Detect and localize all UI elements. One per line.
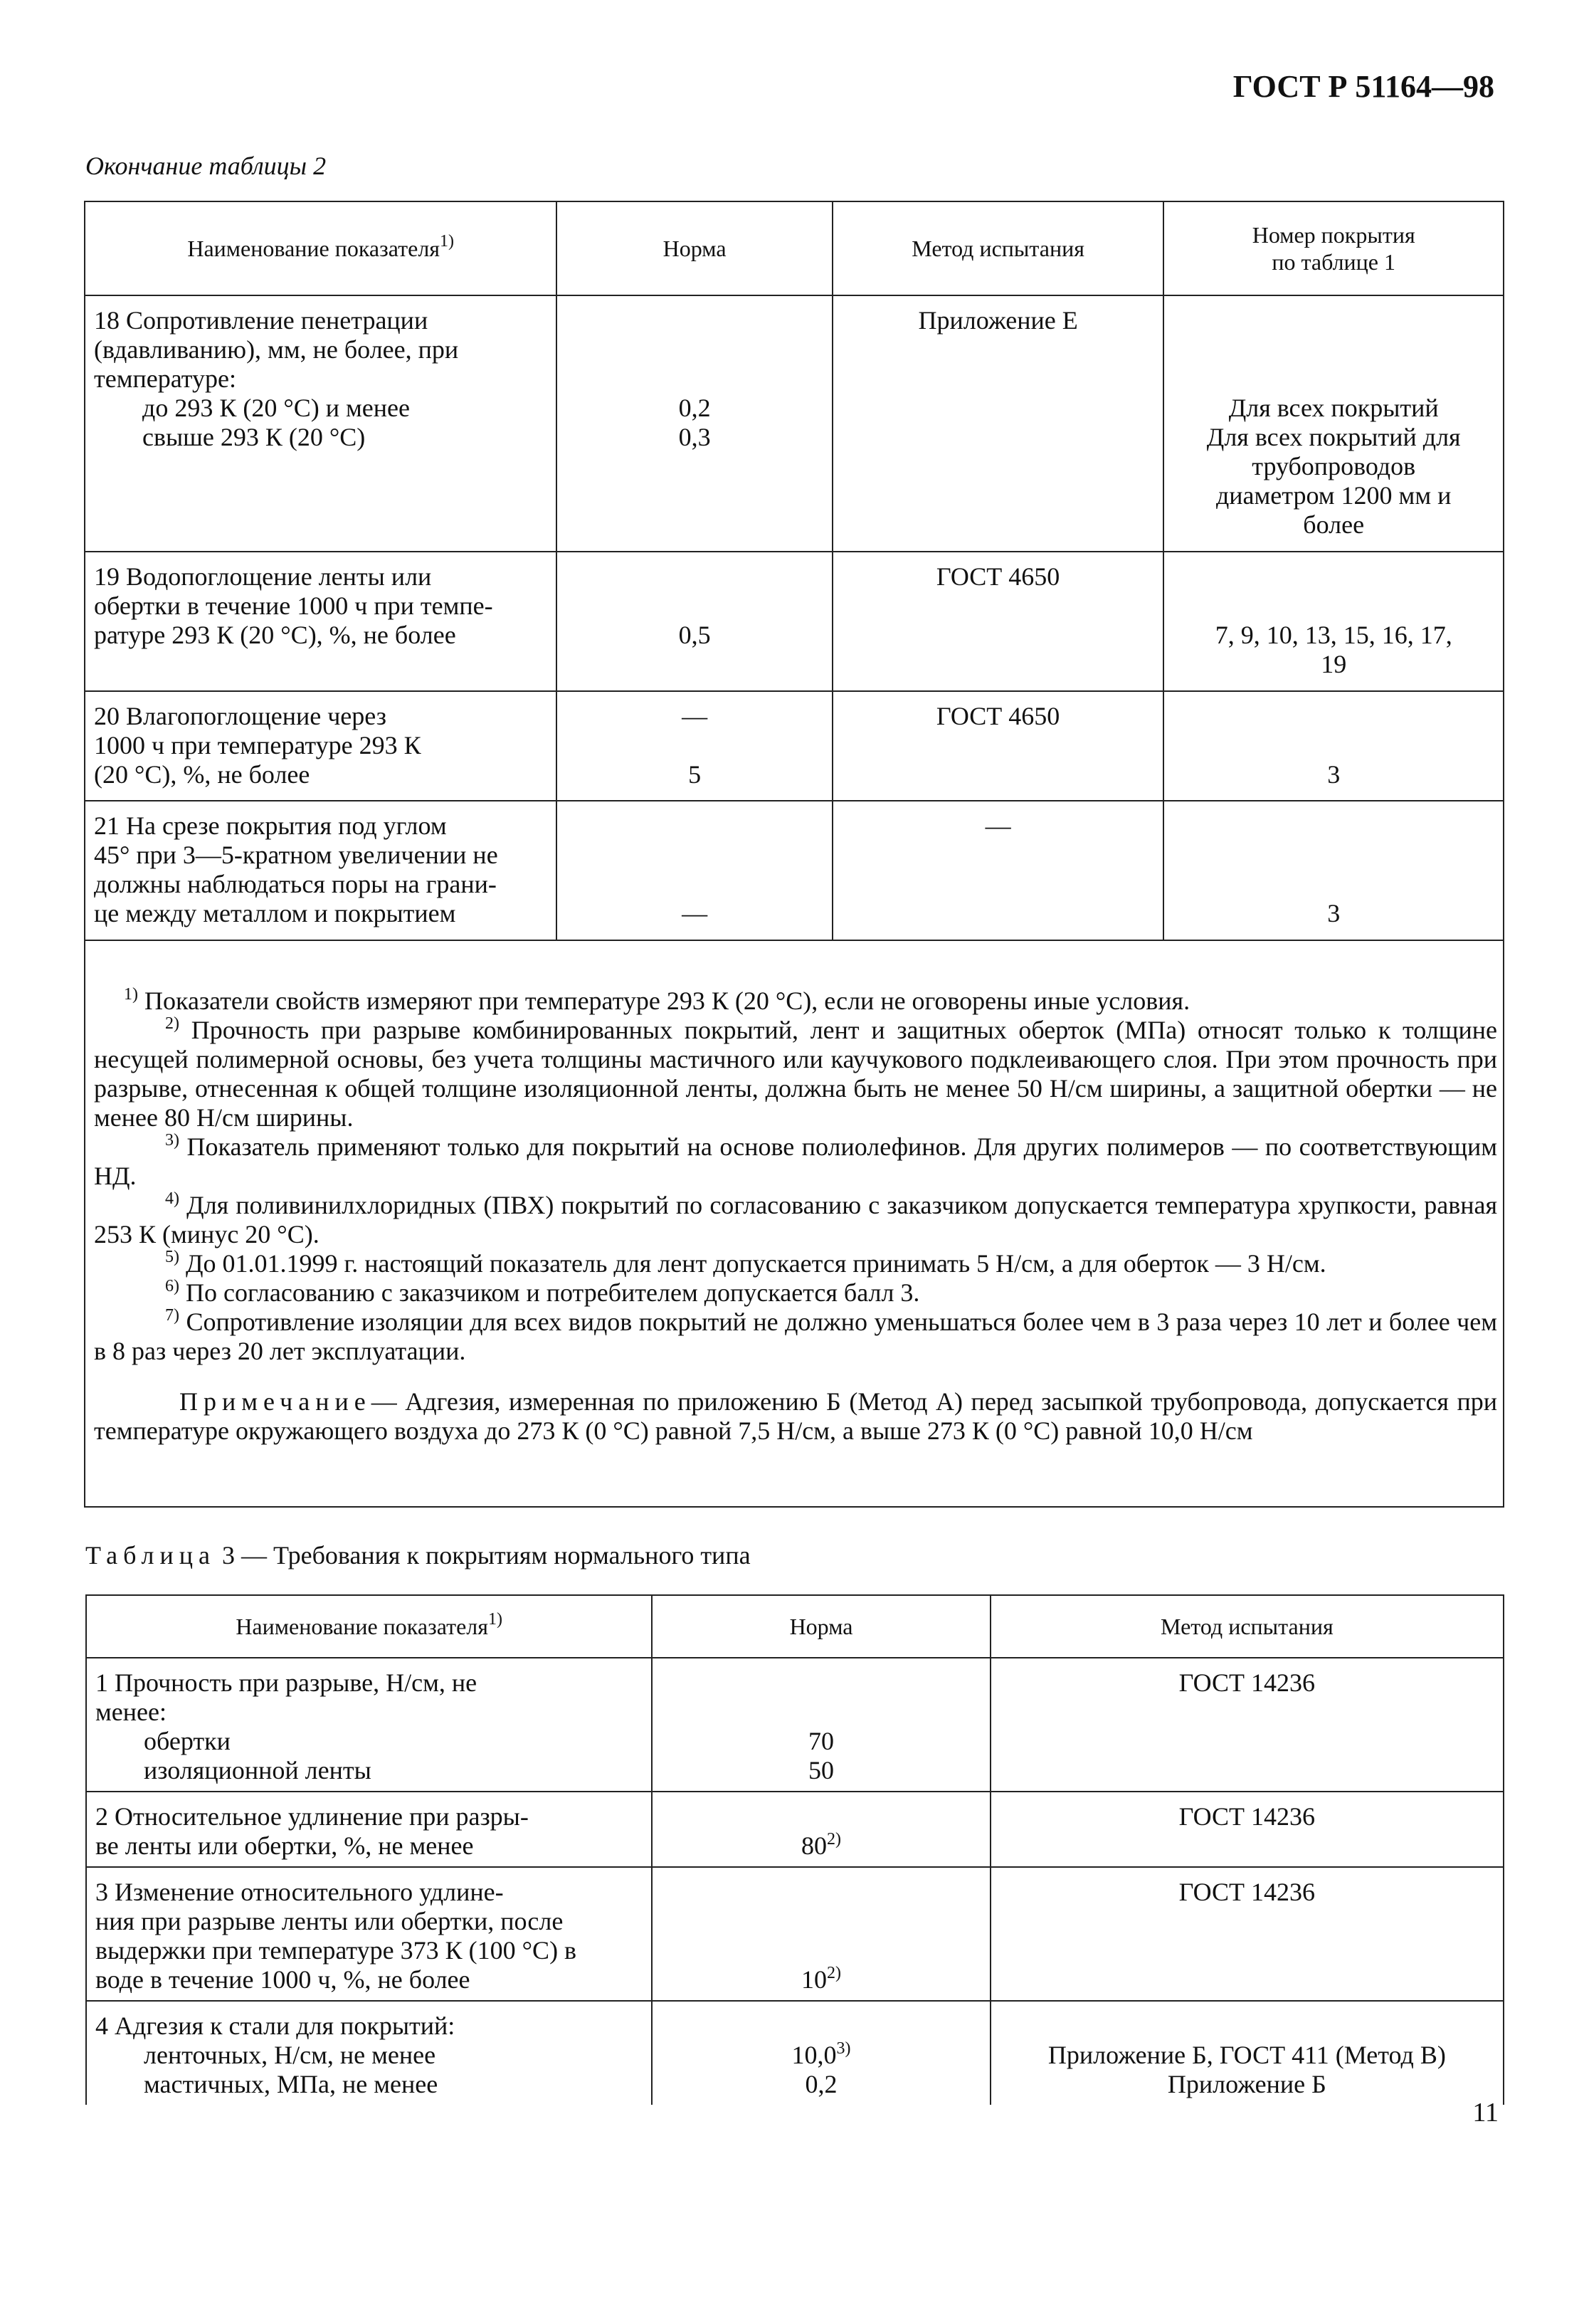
footnote-7: $^{7)}$ Сопротивление изоляции для всех видов покрытий не должно уменьшаться более чем в 3 раза через 10 лет и более чем в 8 раз через 20 лет эксплуатации. — [94, 1306, 1497, 1365]
row-21-method: — — [833, 801, 1164, 940]
row-18-norm: 0,2 0,3 — [556, 295, 832, 552]
note-label: Примечание — [179, 1387, 371, 1416]
table-row — [85, 801, 1504, 940]
t3-row-3-norm: 10$^{2)}$ — [652, 1867, 990, 2001]
t3-row-1-method: ГОСТ 14236 — [991, 1658, 1504, 1792]
header-method: Метод испытания — [991, 1595, 1504, 1658]
row-18-name: 18 Сопротивление пенетрации (вдавливанию), мм, не более, при температуре: до 293 К (20 °С) и менее свыше 293 К (20 °С) — [85, 295, 556, 552]
header-name: Наименование показателя$^{1)}$ — [85, 201, 556, 295]
t3-row-2-method: ГОСТ 14236 — [991, 1792, 1504, 1867]
row-21-norm: — — [556, 801, 832, 940]
footnote-5: $^{5)}$ До 01.01.1999 г. настоящий показатель для лент допускается принимать 5 Н/см, а для оберток — 3 Н/см. — [165, 1248, 1326, 1278]
row-18-method: Приложение Е — [833, 295, 1164, 552]
table-row — [86, 1792, 1504, 1867]
table-row — [86, 1867, 1504, 2001]
row-19-cover: 7, 9, 10, 13, 15, 16, 17, 19 — [1163, 552, 1504, 691]
table-continuation-caption: Окончание таблицы 2 — [85, 152, 327, 180]
table-header-row — [86, 1595, 1504, 1658]
header-norm: Норма — [556, 201, 832, 295]
table-2 — [84, 201, 1504, 941]
row-18-cover: Для всех покрытий Для всех покрытий для трубопроводов диаметром 1200 мм и более — [1163, 295, 1504, 552]
row-19-method: ГОСТ 4650 — [833, 552, 1164, 691]
table-header-row — [85, 201, 1504, 295]
t3-row-2-name: 2 Относительное удлинение при разры- ве ленты или обертки, %, не менее — [86, 1792, 652, 1867]
row-20-method: ГОСТ 4650 — [833, 691, 1164, 801]
t3-row-4-norm: 10,0$^{3)}$ 0,2 — [652, 2001, 990, 2105]
note-text: — Адгезия, измеренная по приложению Б (Метод А) перед засыпкой трубопровода, допускается при температуре окружающего воздуха до 273 К (0 °С) равной 7,5 Н/см, а выше 273 К (0 °С) равной 10,0 Н/см — [94, 1387, 1497, 1445]
t3-row-2-norm: 80$^{2)}$ — [652, 1792, 990, 1867]
document-code: ГОСТ Р 51164—98 — [1232, 69, 1494, 104]
t3-row-3-name: 3 Изменение относительного удлине- ния при разрыве ленты или обертки, после выдержки при температуре 373 К (100 °С) в воде в течение 1000 ч, %, не более — [86, 1867, 652, 2001]
page-number: 11 — [1472, 2098, 1499, 2128]
table-3 — [85, 1594, 1504, 2105]
row-21-name: 21 На срезе покрытия под углом 45° при 3—5-кратном увеличении не должны наблюдаться поры на грани- це между металлом и покрытием — [85, 801, 556, 940]
t3-row-4-name: 4 Адгезия к стали для покрытий: ленточных, Н/см, не менее мастичных, МПа, не менее — [86, 2001, 652, 2105]
table-row — [85, 691, 1504, 801]
table-row — [85, 552, 1504, 691]
row-20-name: 20 Влагопоглощение через 1000 ч при температуре 293 К (20 °С), %, не более — [85, 691, 556, 801]
row-20-norm: — 5 — [556, 691, 832, 801]
table-row — [85, 295, 1504, 552]
header-method: Метод испытания — [833, 201, 1164, 295]
row-20-cover: 3 — [1163, 691, 1504, 801]
table-row — [86, 1658, 1504, 1792]
header-cover: Номер покрытия по таблице 1 — [1163, 201, 1504, 295]
table-note — [94, 1387, 1497, 1446]
table-3-caption: Таблица 3 — Требования к покрытиям нормального типа — [85, 1541, 751, 1570]
row-19-name: 19 Водопоглощение ленты или обертки в течение 1000 ч при темпе- ратуре 293 К (20 °С), %, не более — [85, 552, 556, 691]
footnotes-block — [84, 941, 1504, 1508]
row-19-norm: 0,5 — [556, 552, 832, 691]
footnote-3: $^{3)}$ Показатель применяют только для покрытий на основе полиолефинов. Для других полимеров — по соответствующим НД. — [94, 1131, 1497, 1190]
t3-row-1-name: 1 Прочность при разрыве, Н/см, не менее: обертки изоляционной ленты — [86, 1658, 652, 1792]
footnote-1: $^{1)}$ Показатели свойств измеряют при температуре 293 К (20 °С), если не оговорены иные условия. — [124, 985, 1190, 1015]
footnote-6: $^{6)}$ По согласованию с заказчиком и потребителем допускается балл 3. — [165, 1277, 920, 1307]
footnote-2: $^{2)}$ Прочность при разрыве комбинированных покрытий, лент и защитных оберток (МПа) относят только к толщине несущей полимерной основы, без учета толщины мастичного или каучукового подклеивающего слоя. При этом прочность при разрыве, отнесенная к общей толщине изоляционной ленты, должна быть не менее 50 Н/см ширины, а защитной обертки — не менее 80 Н/см ширины. — [94, 1014, 1497, 1132]
header-name: Наименование показателя$^{1)}$ — [86, 1595, 652, 1658]
footnote-4: $^{4)}$ Для поливинилхлоридных (ПВХ) покрытий по согласованию с заказчиком допускается температура хрупкости, равная 253 К (минус 20 °С). — [94, 1189, 1498, 1248]
header-norm: Норма — [652, 1595, 990, 1658]
t3-row-1-norm: 70 50 — [652, 1658, 990, 1792]
row-21-cover: 3 — [1163, 801, 1504, 940]
table-row — [86, 2001, 1504, 2105]
t3-row-3-method: ГОСТ 14236 — [991, 1867, 1504, 2001]
t3-row-4-method: Приложение Б, ГОСТ 411 (Метод В) Приложение Б — [991, 2001, 1504, 2105]
